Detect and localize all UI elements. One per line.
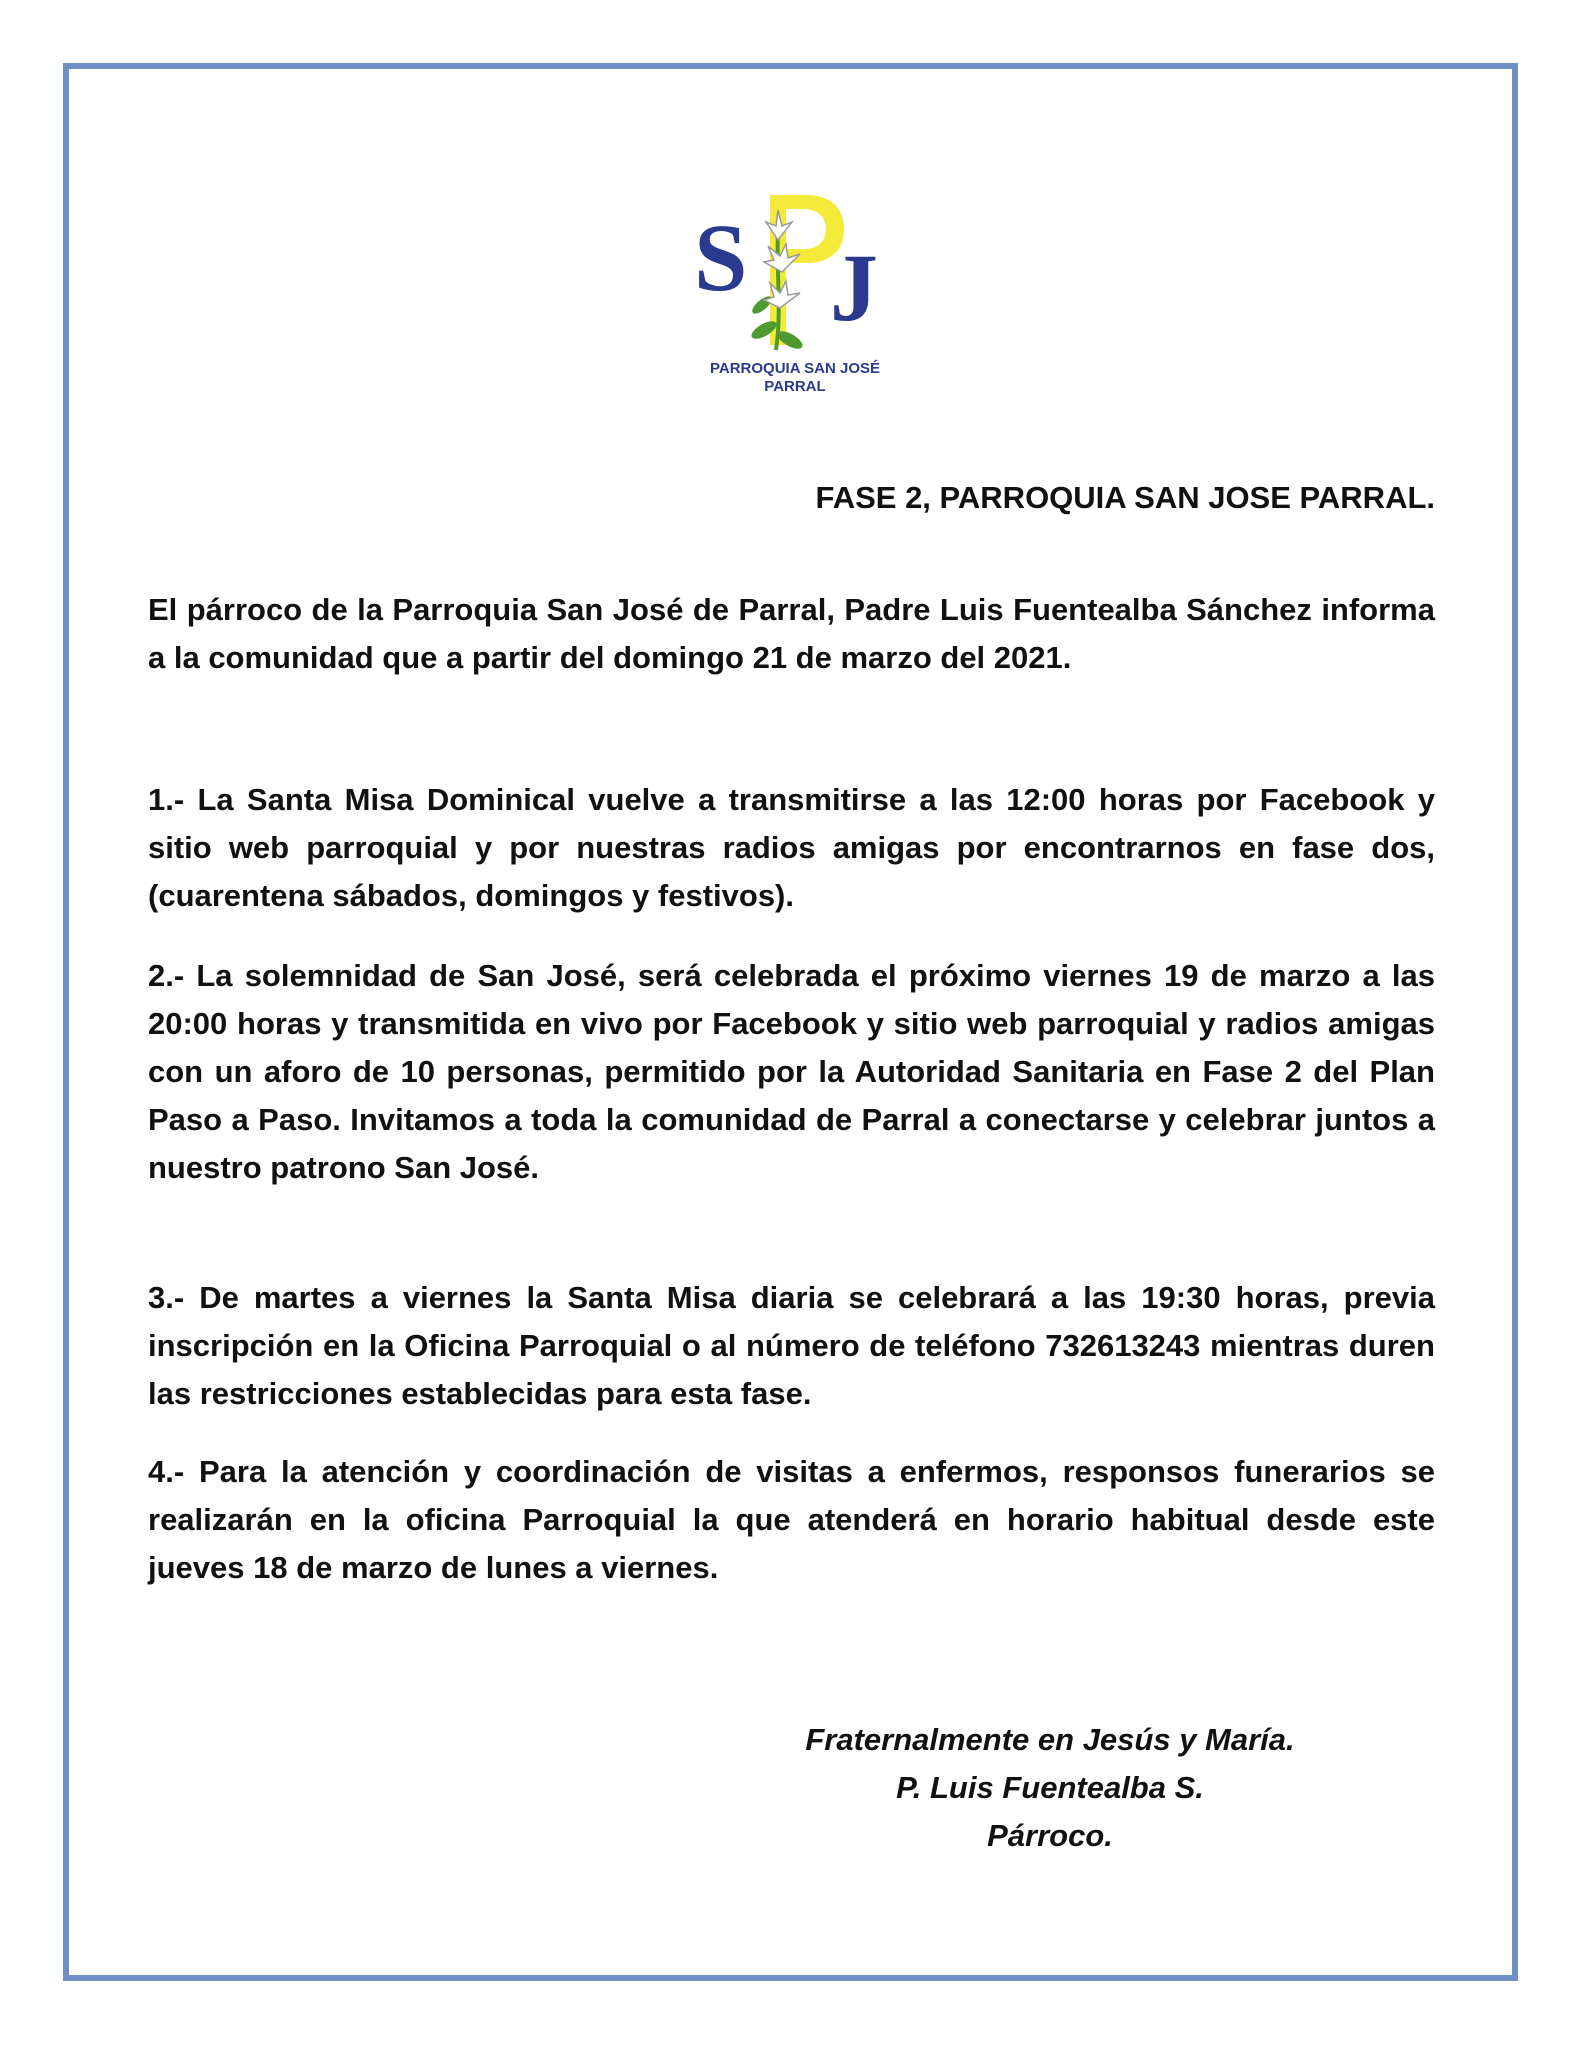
- lily-flower-icon: [764, 210, 800, 308]
- logo-caption-line1: PARROQUIA SAN JOSÉ: [709, 360, 881, 377]
- logo-caption-line2: PARRAL: [764, 378, 826, 395]
- signatory-title: Párroco.: [987, 1818, 1113, 1853]
- intro-paragraph: El párroco de la Parroquia San José de Parral, Padre Luis Fuentealba Sánchez informa a la comunidad que a partir del domingo 21 de marzo del 2021.: [148, 592, 1435, 675]
- signatory-name: P. Luis Fuentealba S.: [896, 1770, 1204, 1805]
- item-1-paragraph: 1.- La Santa Misa Dominical vuelve a transmitirse a las 12:00 horas por Facebook y sitio web parroquial y por nuestras radios amigas por encontrarnos en fase dos, (cuarentena sábados, domingos y festivos).: [148, 782, 1435, 913]
- logo-s-letter: S: [694, 204, 748, 311]
- item-2-paragraph: 2.- La solemnidad de San José, será celebrada el próximo viernes 19 de marzo a las 20:00 horas y transmitida en vivo por Facebook y sitio web parroquial y radios amigas con un aforo de 10 personas, permitido por la Autoridad Sanitaria en Fase 2 del Plan Paso a Paso. Invitamos a toda la comunidad de Parral a conectarse y celebrar juntos a nuestro patrono San José.: [148, 958, 1435, 1185]
- logo-caption: [640, 360, 950, 396]
- closing-salutation: Fraternalmente en Jesús y María.: [805, 1722, 1295, 1757]
- signature-block: [740, 1716, 1360, 1860]
- logo-j-letter: J: [830, 234, 878, 341]
- item-4-paragraph: 4.- Para la atención y coordinación de visitas a enfermos, responsos funerarios se realizarán en la oficina Parroquial la que atenderá en horario habitual desde este jueves 18 de marzo de lunes a viernes.: [148, 1454, 1435, 1585]
- spj-monogram-icon: [690, 190, 900, 360]
- document-heading: FASE 2, PARROQUIA SAN JOSE PARRAL.: [815, 480, 1435, 515]
- item-3-paragraph: 3.- De martes a viernes la Santa Misa diaria se celebrará a las 19:30 horas, previa inscripción en la Oficina Parroquial o al número de teléfono 732613243 mientras duren las restricciones establecidas para esta fase.: [148, 1280, 1435, 1411]
